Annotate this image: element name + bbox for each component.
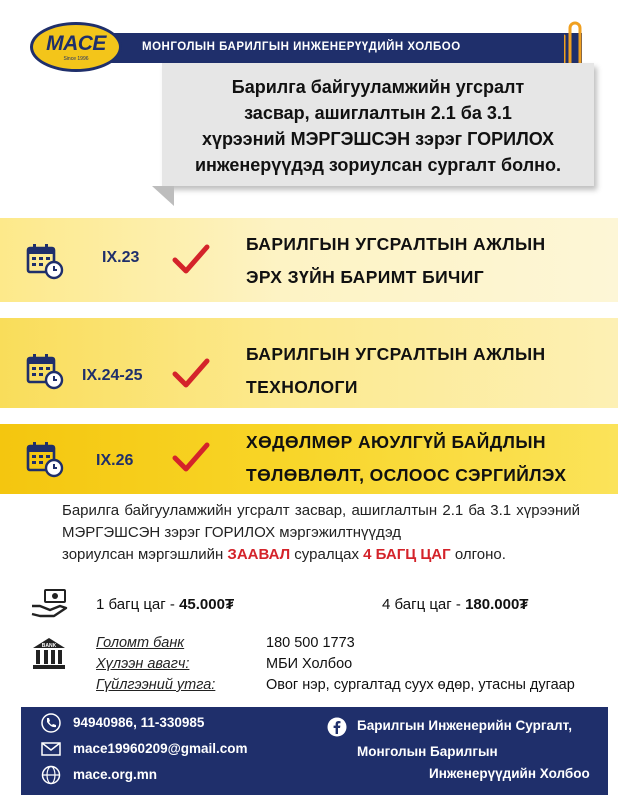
mail-icon: [41, 739, 61, 759]
footer-website[interactable]: mace.org.mn: [73, 767, 158, 782]
header-banner: [108, 33, 582, 63]
money-hand-icon: [30, 588, 70, 620]
course-title-line: ЭРХ ЗҮЙН БАРИМТ БИЧИГ: [246, 267, 485, 287]
facebook-line: Барилгын Инженерийн Сургалт,: [357, 718, 572, 733]
holder-label: Хүлээн авагч:: [96, 656, 190, 672]
logo-text: MACE: [46, 32, 106, 55]
course-title-line: БАРИЛГЫН УГСРАЛТЫН АЖЛЫН: [246, 344, 546, 364]
calendar-icon: [26, 242, 64, 280]
course-band: [0, 218, 618, 302]
bank-icon-label: BANK: [41, 643, 57, 649]
globe-icon: [41, 765, 61, 785]
price-four-packages: [382, 596, 528, 613]
intro-line: хүрээний МЭРГЭШСЭН зэрэг ГОРИЛОХ: [201, 129, 555, 149]
intro-line: инженерүүдэд зориулсан сургалт болно.: [194, 155, 562, 175]
note-fold: [152, 186, 174, 206]
facebook-icon[interactable]: [327, 717, 347, 737]
logo-since: Since 1996: [63, 56, 89, 62]
price-value: 45.000₮: [179, 596, 235, 613]
course-title-line: ТЕХНОЛОГИ: [246, 377, 358, 397]
course-band: [0, 424, 618, 494]
checkmark-icon: [172, 244, 210, 276]
course-title-line: ТӨЛӨВЛӨЛТ, ОСЛООС СЭРГИЙЛЭХ: [246, 465, 567, 485]
calendar-icon: [26, 440, 64, 478]
emphasis-hours: 4 БАГЦ ЦАГ: [363, 546, 451, 563]
price-label: 4 багц цаг -: [382, 596, 461, 613]
price-label: 1 багц цаг -: [96, 596, 175, 613]
description: [62, 500, 580, 566]
purpose-value: Овог нэр, сургалтад суух өдөр, утасны дугаар: [266, 677, 575, 693]
course-title-line: БАРИЛГЫН УГСРАЛТЫН АЖЛЫН: [246, 234, 546, 254]
org-name: МОНГОЛЫН БАРИЛГЫН ИНЖЕНЕРҮҮДИЙН ХОЛБОО: [142, 41, 461, 53]
facebook-line: Инженерүүдийн Холбоо: [429, 766, 590, 781]
course-title-line: ХӨДӨЛМӨР АЮУЛГҮЙ БАЙДЛЫН: [246, 432, 546, 452]
price-one-package: [96, 596, 234, 613]
purpose-label: Гүйлгээний утга:: [96, 677, 216, 693]
description-text: Барилга байгууламжийн угсралт засвар, ашиглалтын 2.1 ба 3.1 хүрээний МЭРГЭШСЭН зэрэг ГОРИЛОХ мэргэжилтнүүдэд: [62, 502, 580, 541]
intro-line: Барилга байгууламжийн угсралт: [231, 77, 525, 97]
price-value: 180.000₮: [465, 596, 529, 613]
phone-icon: [41, 713, 61, 733]
holder-value: МБИ Холбоо: [266, 656, 353, 672]
course-date: IX.24-25: [82, 367, 143, 384]
footer: [21, 707, 608, 795]
mace-logo: [30, 22, 122, 72]
bank-label: Голомт банк: [96, 635, 185, 651]
calendar-icon: [26, 352, 64, 390]
course-date: IX.23: [102, 249, 140, 266]
description-text: зориулсан мэргэшлийн: [62, 546, 224, 563]
course-date: IX.26: [96, 452, 134, 469]
footer-phone[interactable]: 94940986, 11-330985: [73, 715, 205, 730]
intro-note: [162, 63, 594, 186]
facebook-line: Монголын Барилгын: [357, 744, 498, 759]
checkmark-icon: [172, 442, 210, 474]
footer-email[interactable]: mace19960209@gmail.com: [73, 741, 248, 756]
intro-line: засвар, ашиглалтын 2.1 ба 3.1: [244, 103, 512, 123]
course-band: [0, 318, 618, 408]
description-text: олгоно.: [454, 546, 506, 563]
description-text: суралцах: [294, 546, 359, 563]
emphasis-mandatory: ЗААВАЛ: [227, 546, 291, 563]
bank-icon: [31, 636, 67, 672]
checkmark-icon: [172, 358, 210, 390]
bank-account: 180 500 1773: [266, 635, 355, 651]
